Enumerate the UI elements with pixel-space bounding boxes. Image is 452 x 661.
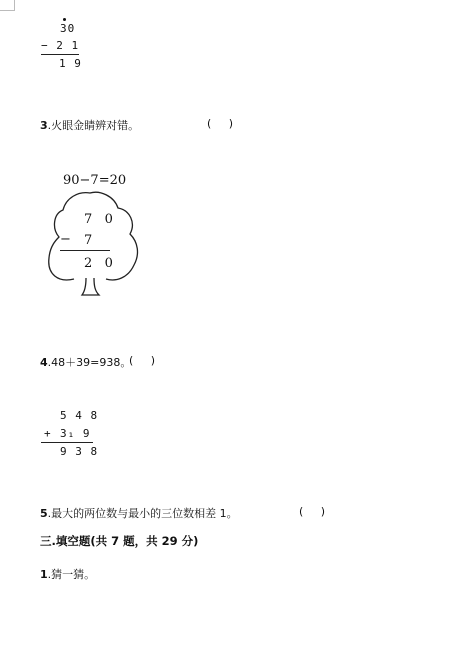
question-5-text: .最大的两位数与最小的三位数相差 1。 bbox=[47, 507, 238, 520]
page-corner-mark bbox=[0, 0, 15, 11]
question-4-number: 4 bbox=[40, 356, 48, 369]
fill-question-1-text: .猜一猜。 bbox=[47, 568, 96, 581]
question-5-answer-blank[interactable]: ( ) bbox=[299, 505, 326, 518]
tree-row-2: 7 bbox=[84, 233, 93, 248]
section-3-title: 三.填空题(共 7 题，共 29 分) bbox=[40, 534, 199, 548]
tree-row-3: 2 0 bbox=[84, 256, 113, 271]
question-4 bbox=[40, 354, 131, 370]
question-5-number: 5 bbox=[40, 507, 48, 520]
calc2-plus: + bbox=[44, 427, 52, 440]
calc2-rule bbox=[41, 442, 93, 443]
calc2-second: 3₁ 9 bbox=[60, 427, 91, 440]
question-3-text: .火眼金睛辨对错。 bbox=[47, 119, 140, 132]
calc1-top: 30 bbox=[60, 22, 76, 35]
calc2-result: 9 3 8 bbox=[60, 445, 99, 458]
question-3-number: 3 bbox=[40, 119, 48, 132]
tree-row-1: 7 0 bbox=[84, 212, 113, 227]
carry-dot bbox=[63, 18, 66, 21]
fill-question-1 bbox=[40, 566, 95, 582]
calc1-subtrahend: − 2 1 bbox=[41, 39, 80, 52]
fill-question-1-number: 1 bbox=[40, 568, 48, 581]
tree-rule bbox=[60, 250, 110, 251]
calc1-result: 1 9 bbox=[59, 57, 82, 70]
question-3 bbox=[40, 117, 139, 133]
question-4-text: .48＋39=938。 bbox=[47, 356, 132, 369]
question-4-answer-blank[interactable]: ( ) bbox=[129, 354, 156, 367]
tree-minus-sign: − bbox=[60, 232, 71, 247]
calc1-rule bbox=[41, 54, 79, 55]
tree-trunk bbox=[82, 278, 99, 295]
question-5 bbox=[40, 505, 238, 521]
question-3-answer-blank[interactable]: ( ) bbox=[207, 117, 234, 130]
calc2-top: 5 4 8 bbox=[60, 409, 99, 422]
tree-equation: 90−7=20 bbox=[63, 173, 127, 188]
